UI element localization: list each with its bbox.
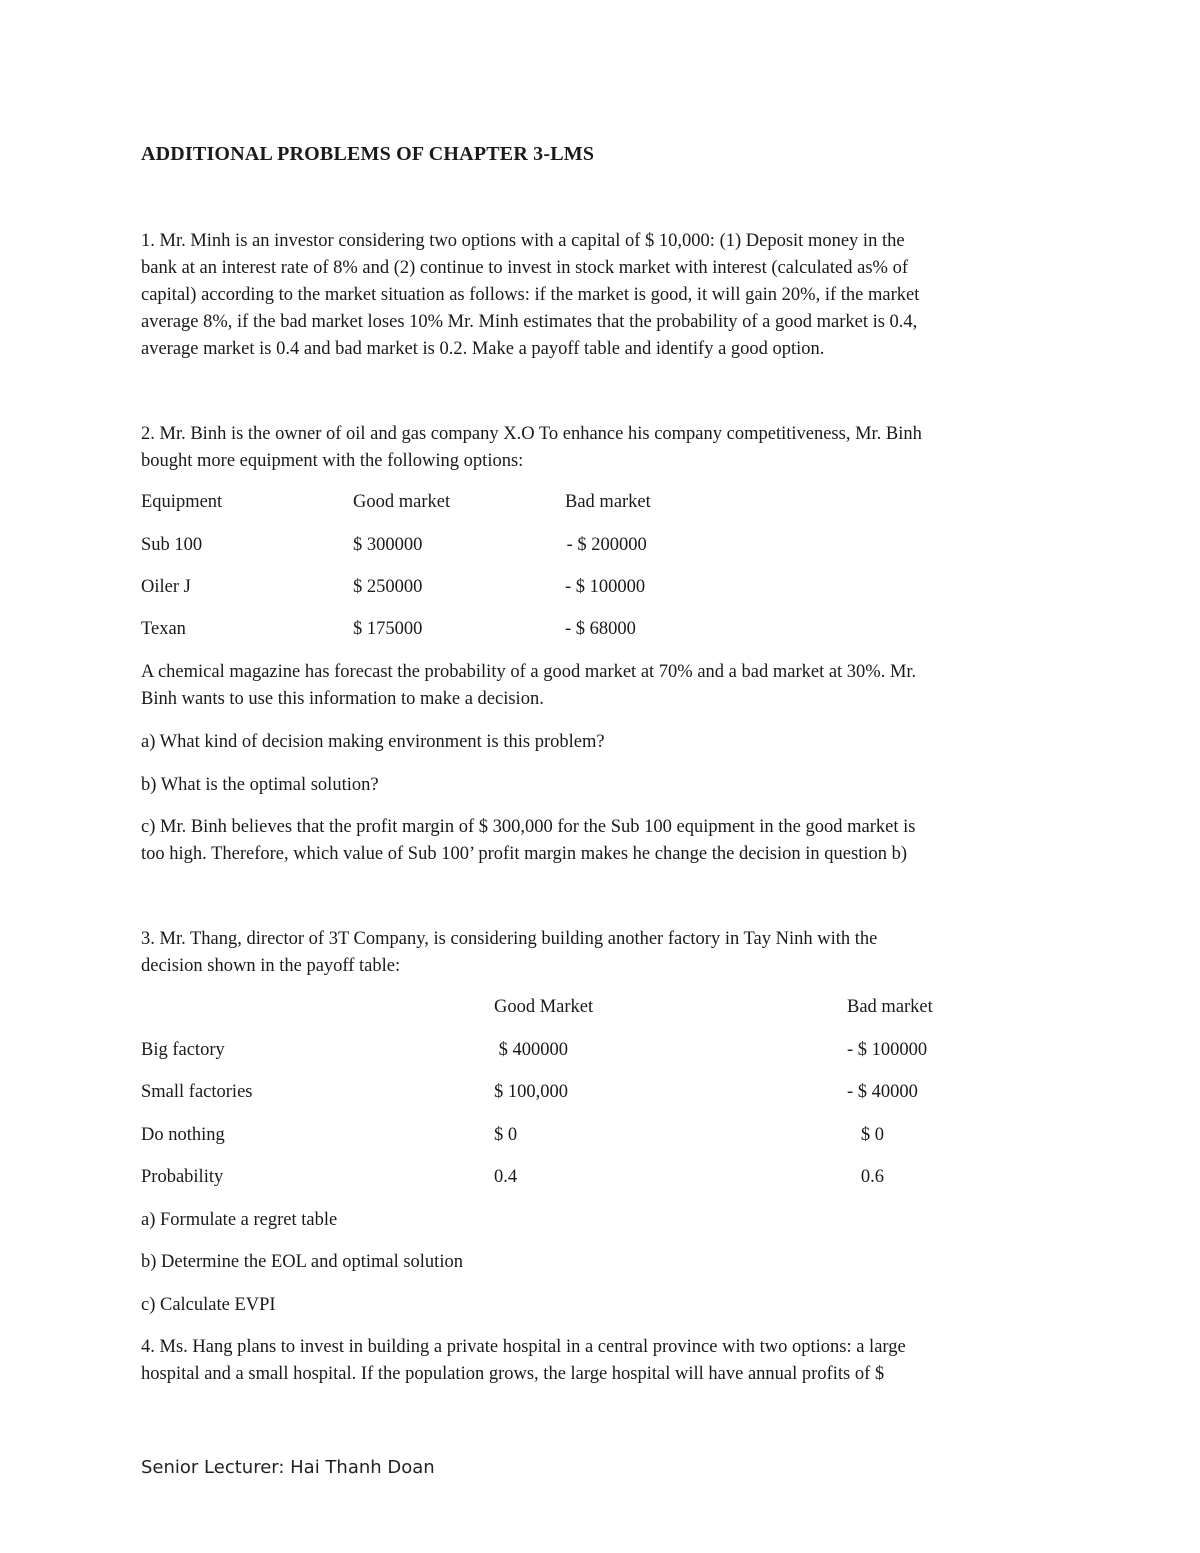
table-cell: Sub 100 xyxy=(141,535,203,555)
table-cell: $ 175000 xyxy=(353,619,423,639)
problem-2-intro-line: 2. Mr. Binh is the owner of oil and gas company X.O To enhance his company competitiveness, Mr. Binh xyxy=(141,424,922,444)
table-cell: Oiler J xyxy=(141,577,191,597)
table-cell: 0.4 xyxy=(494,1167,518,1187)
problem-4-line: hospital and a small hospital. If the population grows, the large hospital will have annual profits of $ xyxy=(141,1364,885,1384)
problem-2-question-b: b) What is the optimal solution? xyxy=(141,775,379,795)
table-header-cell: Bad market xyxy=(565,492,651,512)
problem-3-question-c: c) Calculate EVPI xyxy=(141,1295,276,1315)
table-cell: $ 300000 xyxy=(353,535,423,555)
table-cell: $ 0 xyxy=(847,1125,884,1145)
problem-2-question-c: c) Mr. Binh believes that the profit margin of $ 300,000 for the Sub 100 equipment in the good market is xyxy=(141,817,916,837)
problem-1-line: bank at an interest rate of 8% and (2) continue to invest in stock market with interest (calculated as% of xyxy=(141,258,908,278)
table-cell: - $ 100000 xyxy=(847,1040,928,1060)
table-row xyxy=(0,616,1200,643)
table-cell: - $ 100000 xyxy=(565,577,646,597)
problem-2-question-c: too high. Therefore, which value of Sub 100’ profit margin makes he change the decision in question b) xyxy=(141,844,908,864)
problem-1-line: average market is 0.4 and bad market is 0.2. Make a payoff table and identify a good option. xyxy=(141,339,825,359)
problem-3-question-a: a) Formulate a regret table xyxy=(141,1210,338,1230)
problem-2-forecast-line: Binh wants to use this information to make a decision. xyxy=(141,689,544,709)
table-row xyxy=(0,574,1200,601)
table-header-cell: Bad market xyxy=(847,997,933,1017)
table-cell: - $ 68000 xyxy=(565,619,636,639)
problem-1-line: average 8%, if the bad market loses 10% Mr. Minh estimates that the probability of a good market is 0.4, xyxy=(141,312,918,332)
problem-2-intro-line: bought more equipment with the following options: xyxy=(141,451,524,471)
equipment-table-header xyxy=(0,489,1200,516)
problem-3-intro-line: 3. Mr. Thang, director of 3T Company, is considering building another factory in Tay Ninh with the xyxy=(141,929,878,949)
table-row xyxy=(0,1164,1200,1191)
problem-1-line: 1. Mr. Minh is an investor considering two options with a capital of $ 10,000: (1) Deposit money in the xyxy=(141,231,905,251)
table-cell: $ 100,000 xyxy=(494,1082,568,1102)
payoff-table-header xyxy=(0,994,1200,1021)
problem-2-forecast-line: A chemical magazine has forecast the probability of a good market at 70% and a bad market at 30%. Mr. xyxy=(141,662,917,682)
table-cell: Probability xyxy=(141,1167,224,1187)
table-cell: $ 250000 xyxy=(353,577,423,597)
table-header-cell: Good market xyxy=(353,492,451,512)
table-cell: $ 400000 xyxy=(494,1040,568,1060)
table-cell: 0.6 xyxy=(847,1167,884,1187)
table-row xyxy=(0,1079,1200,1106)
page-footer: Senior Lecturer: Hai Thanh Doan xyxy=(141,1457,435,1478)
table-cell: $ 0 xyxy=(494,1125,518,1145)
table-cell: Do nothing xyxy=(141,1125,225,1145)
document-title: ADDITIONAL PROBLEMS OF CHAPTER 3-LMS xyxy=(141,143,595,165)
problem-2-question-a: a) What kind of decision making environment is this problem? xyxy=(141,732,605,752)
table-cell: Small factories xyxy=(141,1082,253,1102)
table-row xyxy=(0,532,1200,559)
problem-3-question-b: b) Determine the EOL and optimal solution xyxy=(141,1252,463,1272)
table-cell: - $ 40000 xyxy=(847,1082,918,1102)
table-row xyxy=(0,1037,1200,1064)
table-cell: - $ 200000 xyxy=(562,535,647,555)
table-cell: Big factory xyxy=(141,1040,225,1060)
table-header-cell: Equipment xyxy=(141,492,223,512)
table-cell: Texan xyxy=(141,619,186,639)
table-row xyxy=(0,1122,1200,1149)
problem-1-line: capital) according to the market situation as follows: if the market is good, it will gain 20%, if the market xyxy=(141,285,920,305)
table-header-cell: Good Market xyxy=(494,997,594,1017)
problem-4-line: 4. Ms. Hang plans to invest in building a private hospital in a central province with two options: a large xyxy=(141,1337,906,1357)
problem-3-intro-line: decision shown in the payoff table: xyxy=(141,956,401,976)
